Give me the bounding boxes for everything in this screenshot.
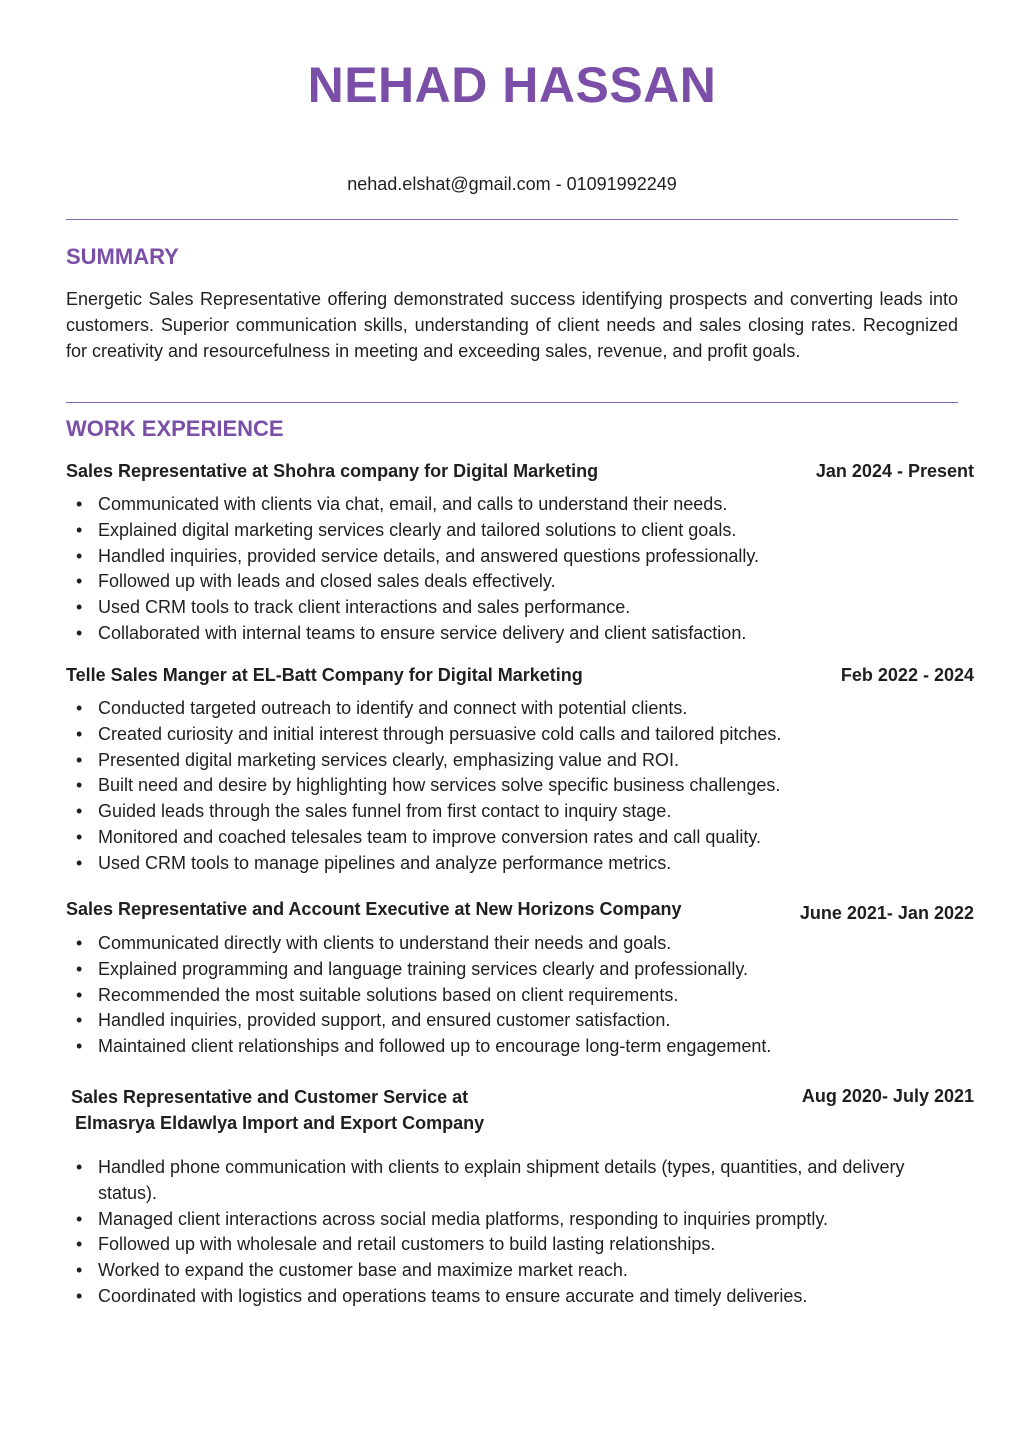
list-item: • Recommended the most suitable solutions based on client requirements. xyxy=(66,983,946,1009)
list-item: • Handled phone communication with clients to explain shipment details (types, quantities, and delivery status). xyxy=(66,1155,916,1207)
job-bullets-2 xyxy=(66,696,946,877)
list-item: • Used CRM tools to manage pipelines and analyze performance metrics. xyxy=(66,851,946,877)
job-bullets-1 xyxy=(66,492,946,647)
summary-heading: SUMMARY xyxy=(66,244,179,269)
list-item: • Communicated with clients via chat, email, and calls to understand their needs. xyxy=(66,492,946,518)
list-item: • Monitored and coached telesales team to improve conversion rates and call quality. xyxy=(66,825,946,851)
job-date-3: June 2021- Jan 2022 xyxy=(799,903,974,923)
list-item: • Followed up with wholesale and retail customers to build lasting relationships. xyxy=(66,1232,916,1258)
work-experience-heading: WORK EXPERIENCE xyxy=(66,416,284,441)
job-title-4-line2: Elmasrya Eldawlya Import and Export Company xyxy=(75,1113,485,1133)
list-item: • Maintained client relationships and followed up to encourage long-term engagement. xyxy=(66,1034,946,1060)
list-item: • Collaborated with internal teams to ensure service delivery and client satisfaction. xyxy=(66,621,946,647)
candidate-name: NEHAD HASSAN xyxy=(307,57,717,113)
list-item: • Built need and desire by highlighting how services solve specific business challenges. xyxy=(66,773,946,799)
summary-text: Energetic Sales Representative offering demonstrated success identifying prospects and converting leads into customers. Superior communication skills, understanding of client needs and sales closing rates. Recognized for creativity and resourcefulness in meeting and exceeding sales, revenue, and profit goals. xyxy=(66,289,958,361)
divider-summary xyxy=(66,402,958,403)
list-item: • Worked to expand the customer base and maximize market reach. xyxy=(66,1258,916,1284)
divider-top xyxy=(66,219,958,220)
job-title-4-line1: Sales Representative and Customer Service at xyxy=(71,1087,469,1107)
list-item: • Conducted targeted outreach to identify and connect with potential clients. xyxy=(66,696,946,722)
list-item: • Communicated directly with clients to understand their needs and goals. xyxy=(66,931,946,957)
list-item: • Handled inquiries, provided service details, and answered questions professionally. xyxy=(66,544,946,570)
list-item: • Followed up with leads and closed sales deals effectively. xyxy=(66,569,946,595)
list-item: • Explained digital marketing services clearly and tailored solutions to client goals. xyxy=(66,518,946,544)
list-item: • Handled inquiries, provided support, and ensured customer satisfaction. xyxy=(66,1008,946,1034)
job-date-4: Aug 2020- July 2021 xyxy=(801,1086,974,1106)
job-title-2: Telle Sales Manger at EL-Batt Company for Digital Marketing xyxy=(66,665,583,685)
list-item: • Explained programming and language training services clearly and professionally. xyxy=(66,957,946,983)
list-item: • Coordinated with logistics and operations teams to ensure accurate and timely deliveries. xyxy=(66,1284,916,1310)
job-date-2: Feb 2022 - 2024 xyxy=(840,665,974,685)
job-bullets-4 xyxy=(66,1155,916,1310)
job-title-1: Sales Representative at Shohra company for Digital Marketing xyxy=(66,461,599,481)
contact-line: nehad.elshat@gmail.com - 01091992249 xyxy=(347,174,677,194)
list-item: • Presented digital marketing services clearly, emphasizing value and ROI. xyxy=(66,748,946,774)
list-item: • Used CRM tools to track client interactions and sales performance. xyxy=(66,595,946,621)
job-bullets-3 xyxy=(66,931,946,1060)
list-item: • Created curiosity and initial interest through persuasive cold calls and tailored pitches. xyxy=(66,722,946,748)
job-title-3: Sales Representative and Account Executive at New Horizons Company xyxy=(66,899,682,919)
list-item: • Managed client interactions across social media platforms, responding to inquiries promptly. xyxy=(66,1207,916,1233)
job-date-1: Jan 2024 - Present xyxy=(815,461,974,481)
list-item: • Guided leads through the sales funnel from first contact to inquiry stage. xyxy=(66,799,946,825)
